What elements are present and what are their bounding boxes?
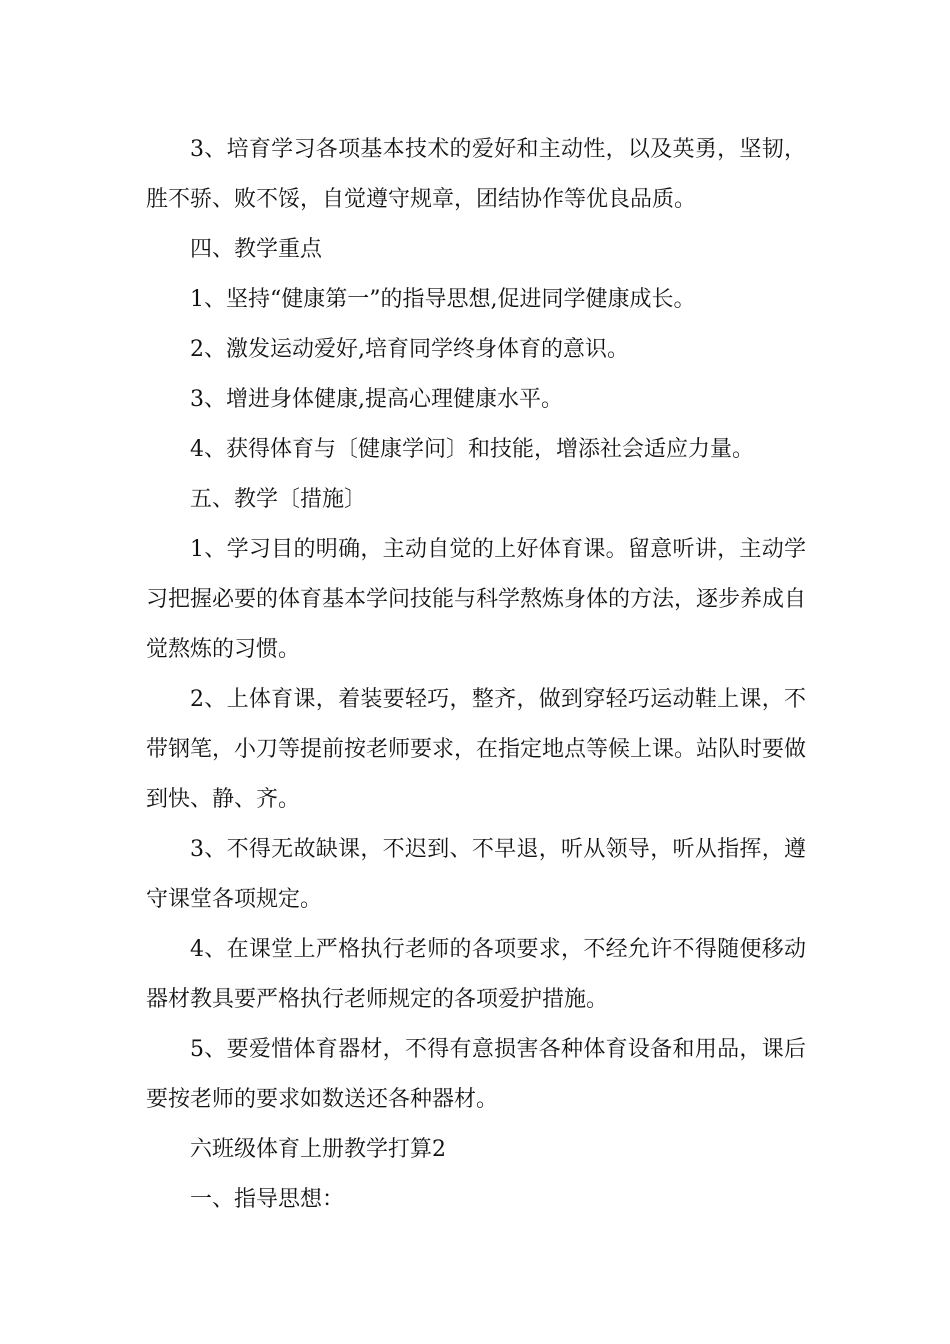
paragraph-focus-2: 2、激发运动爱好,培育同学终身体育的意识。 xyxy=(190,337,629,362)
document-body xyxy=(146,125,806,1225)
heading-teaching-focus: 四、教学重点 xyxy=(190,237,323,262)
paragraph-focus-1: 1、坚持“健康第一”的指导思想,促进同学健康成长。 xyxy=(190,287,696,312)
heading-guiding-ideology: 一、指导思想： xyxy=(190,1187,345,1212)
paragraph-goal-3: 3、培育学习各项基本技术的爱好和主动性，以及英勇，坚韧，胜不骄、败不馁，自觉遵守规章，团结协作等优良品质。 xyxy=(146,137,806,212)
paragraph-measure-4: 4、在课堂上严格执行老师的各项要求，不经允许不得随便移动器材教具要严格执行老师规定的各项爱护措施。 xyxy=(146,937,806,1012)
paragraph-measure-1: 1、学习目的明确，主动自觉的上好体育课。留意听讲，主动学习把握必要的体育基本学问技能与科学熬炼身体的方法，逐步养成自觉熬炼的习惯。 xyxy=(146,537,807,662)
paragraph-focus-3: 3、增进身体健康,提高心理健康水平。 xyxy=(190,387,563,412)
heading-teaching-measures: 五、教学〔措施〕 xyxy=(190,487,367,512)
paragraph-measure-2: 2、上体育课，着装要轻巧，整齐，做到穿轻巧运动鞋上课，不带钢笔，小刀等提前按老师要求，在指定地点等候上课。站队时要做到快、静、齐。 xyxy=(146,687,807,812)
paragraph-focus-4: 4、获得体育与〔健康学问〕和技能，增添社会适应力量。 xyxy=(190,437,754,462)
paragraph-measure-3: 3、不得无故缺课，不迟到、不早退，听从领导，听从指挥，遵守课堂各项规定。 xyxy=(146,837,806,912)
paragraph-measure-5: 5、要爱惜体育器材，不得有意损害各种体育设备和用品，课后要按老师的要求如数送还各种器材。 xyxy=(146,1037,806,1112)
section-title-plan-2: 六班级体育上册教学打算2 xyxy=(190,1137,446,1162)
